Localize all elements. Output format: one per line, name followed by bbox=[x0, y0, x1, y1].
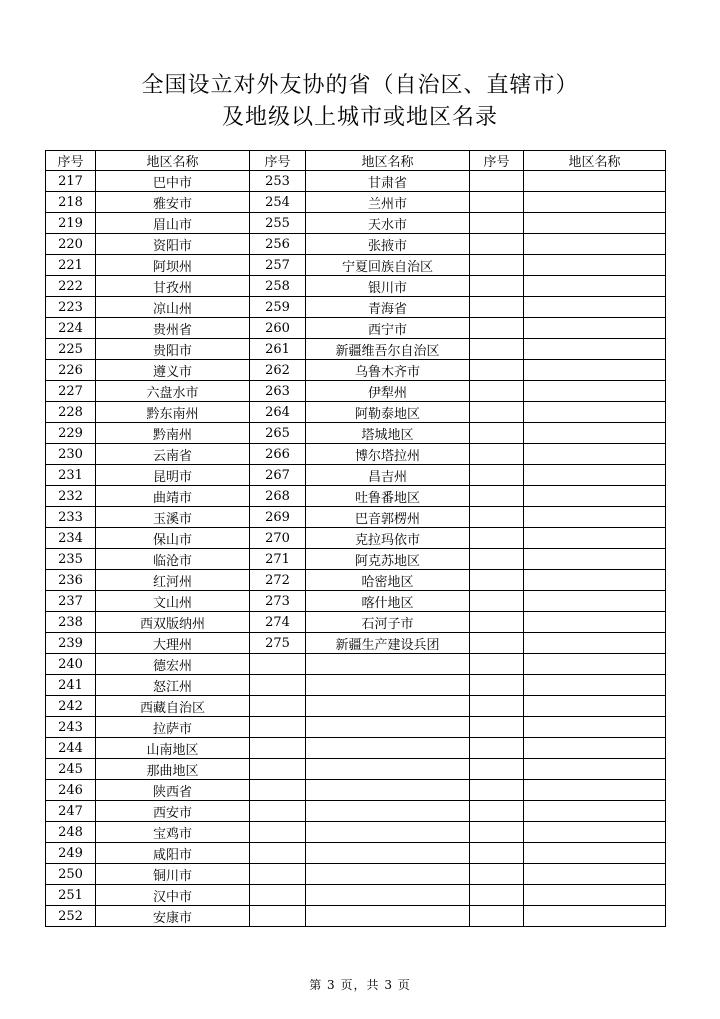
seq-cell: 241 bbox=[46, 675, 96, 696]
seq-cell: 250 bbox=[46, 864, 96, 885]
seq-cell: 217 bbox=[46, 171, 96, 192]
seq-cell: 243 bbox=[46, 717, 96, 738]
seq-cell: 273 bbox=[250, 591, 306, 612]
seq-cell: 240 bbox=[46, 654, 96, 675]
region-cell bbox=[524, 696, 666, 717]
table-row bbox=[46, 780, 666, 801]
region-cell: 山南地区 bbox=[96, 738, 250, 759]
region-cell bbox=[306, 843, 470, 864]
table-row bbox=[46, 234, 666, 255]
region-cell bbox=[524, 444, 666, 465]
seq-cell: 239 bbox=[46, 633, 96, 654]
seq-cell bbox=[470, 255, 524, 276]
region-cell: 吐鲁番地区 bbox=[306, 486, 470, 507]
seq-cell bbox=[470, 318, 524, 339]
seq-cell: 244 bbox=[46, 738, 96, 759]
region-cell: 贵阳市 bbox=[96, 339, 250, 360]
region-cell bbox=[524, 528, 666, 549]
seq-cell: 238 bbox=[46, 612, 96, 633]
seq-cell bbox=[470, 297, 524, 318]
seq-cell: 269 bbox=[250, 507, 306, 528]
region-cell: 六盘水市 bbox=[96, 381, 250, 402]
seq-cell: 263 bbox=[250, 381, 306, 402]
region-cell: 乌鲁木齐市 bbox=[306, 360, 470, 381]
table-row bbox=[46, 591, 666, 612]
seq-cell: 262 bbox=[250, 360, 306, 381]
region-table bbox=[45, 150, 666, 927]
seq-cell: 274 bbox=[250, 612, 306, 633]
seq-cell bbox=[470, 213, 524, 234]
seq-cell: 245 bbox=[46, 759, 96, 780]
seq-cell bbox=[250, 801, 306, 822]
table-row bbox=[46, 612, 666, 633]
region-cell bbox=[306, 675, 470, 696]
region-cell: 资阳市 bbox=[96, 234, 250, 255]
region-cell bbox=[524, 297, 666, 318]
table-row bbox=[46, 654, 666, 675]
seq-cell: 237 bbox=[46, 591, 96, 612]
seq-cell: 259 bbox=[250, 297, 306, 318]
region-cell: 石河子市 bbox=[306, 612, 470, 633]
seq-cell: 258 bbox=[250, 276, 306, 297]
seq-cell: 255 bbox=[250, 213, 306, 234]
region-cell: 陕西省 bbox=[96, 780, 250, 801]
seq-cell: 271 bbox=[250, 549, 306, 570]
region-cell bbox=[524, 675, 666, 696]
table-row bbox=[46, 549, 666, 570]
seq-cell bbox=[470, 528, 524, 549]
table-row bbox=[46, 381, 666, 402]
seq-cell bbox=[250, 864, 306, 885]
table-row bbox=[46, 885, 666, 906]
seq-cell: 270 bbox=[250, 528, 306, 549]
region-cell bbox=[524, 192, 666, 213]
region-cell bbox=[524, 591, 666, 612]
region-cell: 塔城地区 bbox=[306, 423, 470, 444]
region-cell bbox=[524, 843, 666, 864]
seq-cell: 218 bbox=[46, 192, 96, 213]
seq-cell bbox=[250, 759, 306, 780]
region-cell bbox=[524, 549, 666, 570]
region-cell: 新疆维吾尔自治区 bbox=[306, 339, 470, 360]
seq-cell bbox=[470, 885, 524, 906]
header-seq-3: 序号 bbox=[470, 151, 524, 171]
seq-cell: 251 bbox=[46, 885, 96, 906]
table-row bbox=[46, 444, 666, 465]
seq-cell: 265 bbox=[250, 423, 306, 444]
table-row bbox=[46, 486, 666, 507]
table-row bbox=[46, 297, 666, 318]
seq-cell bbox=[470, 906, 524, 927]
seq-cell bbox=[470, 402, 524, 423]
region-cell: 宁夏回族自治区 bbox=[306, 255, 470, 276]
region-cell: 张掖市 bbox=[306, 234, 470, 255]
seq-cell: 272 bbox=[250, 570, 306, 591]
seq-cell bbox=[470, 360, 524, 381]
seq-cell: 246 bbox=[46, 780, 96, 801]
seq-cell bbox=[470, 276, 524, 297]
seq-cell bbox=[250, 696, 306, 717]
region-cell bbox=[306, 885, 470, 906]
table-row bbox=[46, 822, 666, 843]
region-cell bbox=[306, 780, 470, 801]
region-cell bbox=[524, 213, 666, 234]
seq-cell bbox=[250, 885, 306, 906]
seq-cell bbox=[470, 486, 524, 507]
region-cell: 铜川市 bbox=[96, 864, 250, 885]
table-row bbox=[46, 759, 666, 780]
region-cell bbox=[306, 696, 470, 717]
seq-cell bbox=[250, 780, 306, 801]
region-cell bbox=[524, 423, 666, 444]
region-cell: 银川市 bbox=[306, 276, 470, 297]
region-cell: 天水市 bbox=[306, 213, 470, 234]
seq-cell bbox=[470, 675, 524, 696]
seq-cell: 275 bbox=[250, 633, 306, 654]
region-cell bbox=[524, 801, 666, 822]
region-cell: 博尔塔拉州 bbox=[306, 444, 470, 465]
seq-cell bbox=[250, 738, 306, 759]
seq-cell: 219 bbox=[46, 213, 96, 234]
header-seq-1: 序号 bbox=[46, 151, 96, 171]
region-cell: 新疆生产建设兵团 bbox=[306, 633, 470, 654]
table-row bbox=[46, 171, 666, 192]
region-cell: 西藏自治区 bbox=[96, 696, 250, 717]
region-cell: 巴中市 bbox=[96, 171, 250, 192]
seq-cell bbox=[470, 507, 524, 528]
region-cell bbox=[524, 402, 666, 423]
table-row bbox=[46, 633, 666, 654]
seq-cell: 256 bbox=[250, 234, 306, 255]
region-cell: 兰州市 bbox=[306, 192, 470, 213]
seq-cell: 222 bbox=[46, 276, 96, 297]
table-row bbox=[46, 255, 666, 276]
region-cell: 汉中市 bbox=[96, 885, 250, 906]
region-cell: 甘孜州 bbox=[96, 276, 250, 297]
region-cell: 甘肃省 bbox=[306, 171, 470, 192]
region-cell: 德宏州 bbox=[96, 654, 250, 675]
region-cell bbox=[524, 318, 666, 339]
table-row bbox=[46, 360, 666, 381]
seq-cell: 242 bbox=[46, 696, 96, 717]
table-row bbox=[46, 192, 666, 213]
region-cell: 昆明市 bbox=[96, 465, 250, 486]
region-cell: 咸阳市 bbox=[96, 843, 250, 864]
region-cell: 文山州 bbox=[96, 591, 250, 612]
seq-cell: 261 bbox=[250, 339, 306, 360]
table-row bbox=[46, 528, 666, 549]
region-cell bbox=[306, 801, 470, 822]
region-cell bbox=[524, 906, 666, 927]
header-region-2: 地区名称 bbox=[306, 151, 470, 171]
region-cell bbox=[524, 885, 666, 906]
table-row bbox=[46, 906, 666, 927]
table-row bbox=[46, 738, 666, 759]
region-cell: 巴音郭楞州 bbox=[306, 507, 470, 528]
page-footer: 第 3 页，共 3 页 bbox=[309, 978, 411, 992]
region-cell: 玉溪市 bbox=[96, 507, 250, 528]
region-cell bbox=[524, 234, 666, 255]
seq-cell bbox=[470, 822, 524, 843]
table-row bbox=[46, 423, 666, 444]
region-cell: 黔东南州 bbox=[96, 402, 250, 423]
table-header-row bbox=[46, 151, 666, 171]
seq-cell: 226 bbox=[46, 360, 96, 381]
region-cell bbox=[524, 864, 666, 885]
region-cell: 宝鸡市 bbox=[96, 822, 250, 843]
region-cell: 西宁市 bbox=[306, 318, 470, 339]
table-row bbox=[46, 570, 666, 591]
seq-cell bbox=[250, 822, 306, 843]
region-cell: 西安市 bbox=[96, 801, 250, 822]
table-row bbox=[46, 465, 666, 486]
seq-cell: 248 bbox=[46, 822, 96, 843]
region-cell bbox=[524, 381, 666, 402]
seq-cell: 235 bbox=[46, 549, 96, 570]
region-cell: 伊犁州 bbox=[306, 381, 470, 402]
region-cell: 昌吉州 bbox=[306, 465, 470, 486]
table-row bbox=[46, 864, 666, 885]
region-cell: 遵义市 bbox=[96, 360, 250, 381]
table-row bbox=[46, 801, 666, 822]
seq-cell: 260 bbox=[250, 318, 306, 339]
region-cell bbox=[306, 717, 470, 738]
header-region-3: 地区名称 bbox=[524, 151, 666, 171]
seq-cell: 267 bbox=[250, 465, 306, 486]
region-cell: 红河州 bbox=[96, 570, 250, 591]
region-cell: 阿勒泰地区 bbox=[306, 402, 470, 423]
seq-cell: 249 bbox=[46, 843, 96, 864]
table-row bbox=[46, 843, 666, 864]
seq-cell bbox=[250, 675, 306, 696]
seq-cell: 231 bbox=[46, 465, 96, 486]
seq-cell bbox=[470, 633, 524, 654]
region-cell bbox=[306, 759, 470, 780]
region-cell bbox=[524, 654, 666, 675]
region-cell bbox=[524, 465, 666, 486]
seq-cell: 227 bbox=[46, 381, 96, 402]
seq-cell bbox=[470, 444, 524, 465]
region-cell bbox=[524, 507, 666, 528]
region-cell: 临沧市 bbox=[96, 549, 250, 570]
seq-cell bbox=[470, 339, 524, 360]
header-seq-2: 序号 bbox=[250, 151, 306, 171]
region-cell: 阿坝州 bbox=[96, 255, 250, 276]
region-cell: 雅安市 bbox=[96, 192, 250, 213]
seq-cell bbox=[470, 570, 524, 591]
seq-cell bbox=[470, 381, 524, 402]
seq-cell bbox=[470, 423, 524, 444]
table-row bbox=[46, 696, 666, 717]
seq-cell: 230 bbox=[46, 444, 96, 465]
seq-cell: 247 bbox=[46, 801, 96, 822]
seq-cell bbox=[470, 759, 524, 780]
table-row bbox=[46, 717, 666, 738]
seq-cell: 252 bbox=[46, 906, 96, 927]
region-cell: 那曲地区 bbox=[96, 759, 250, 780]
region-cell: 眉山市 bbox=[96, 213, 250, 234]
seq-cell bbox=[470, 465, 524, 486]
region-cell bbox=[524, 780, 666, 801]
seq-cell bbox=[470, 801, 524, 822]
region-cell bbox=[524, 339, 666, 360]
region-cell bbox=[306, 654, 470, 675]
region-cell: 云南省 bbox=[96, 444, 250, 465]
region-cell: 凉山州 bbox=[96, 297, 250, 318]
seq-cell bbox=[470, 192, 524, 213]
region-cell: 安康市 bbox=[96, 906, 250, 927]
seq-cell bbox=[470, 738, 524, 759]
seq-cell bbox=[470, 780, 524, 801]
table-row bbox=[46, 276, 666, 297]
seq-cell: 234 bbox=[46, 528, 96, 549]
seq-cell bbox=[470, 843, 524, 864]
region-cell bbox=[524, 717, 666, 738]
region-cell bbox=[524, 171, 666, 192]
region-cell bbox=[524, 759, 666, 780]
region-cell bbox=[524, 486, 666, 507]
document-subtitle: 及地级以上城市或地区名录 bbox=[221, 105, 498, 130]
region-cell bbox=[306, 864, 470, 885]
document-title: 全国设立对外友协的省（自治区、直辖市） bbox=[141, 73, 579, 98]
region-cell: 西双版纳州 bbox=[96, 612, 250, 633]
region-cell bbox=[306, 738, 470, 759]
region-cell bbox=[524, 360, 666, 381]
seq-cell: 224 bbox=[46, 318, 96, 339]
seq-cell bbox=[250, 906, 306, 927]
region-cell: 曲靖市 bbox=[96, 486, 250, 507]
seq-cell bbox=[250, 654, 306, 675]
region-cell: 黔南州 bbox=[96, 423, 250, 444]
seq-cell: 254 bbox=[250, 192, 306, 213]
region-cell: 拉萨市 bbox=[96, 717, 250, 738]
region-cell: 青海省 bbox=[306, 297, 470, 318]
seq-cell: 266 bbox=[250, 444, 306, 465]
region-cell: 哈密地区 bbox=[306, 570, 470, 591]
seq-cell: 223 bbox=[46, 297, 96, 318]
seq-cell: 229 bbox=[46, 423, 96, 444]
region-cell: 保山市 bbox=[96, 528, 250, 549]
region-cell bbox=[524, 570, 666, 591]
seq-cell: 236 bbox=[46, 570, 96, 591]
seq-cell bbox=[250, 843, 306, 864]
seq-cell: 225 bbox=[46, 339, 96, 360]
table-row bbox=[46, 675, 666, 696]
seq-cell: 228 bbox=[46, 402, 96, 423]
seq-cell bbox=[470, 717, 524, 738]
region-cell bbox=[524, 612, 666, 633]
region-cell bbox=[524, 738, 666, 759]
seq-cell: 220 bbox=[46, 234, 96, 255]
seq-cell bbox=[470, 591, 524, 612]
table-row bbox=[46, 339, 666, 360]
region-cell bbox=[306, 906, 470, 927]
seq-cell bbox=[470, 696, 524, 717]
region-cell bbox=[524, 255, 666, 276]
region-cell: 贵州省 bbox=[96, 318, 250, 339]
seq-cell bbox=[470, 864, 524, 885]
seq-cell: 232 bbox=[46, 486, 96, 507]
region-cell bbox=[524, 822, 666, 843]
seq-cell: 253 bbox=[250, 171, 306, 192]
seq-cell bbox=[470, 654, 524, 675]
table-row bbox=[46, 507, 666, 528]
seq-cell: 221 bbox=[46, 255, 96, 276]
region-cell bbox=[524, 633, 666, 654]
table-row bbox=[46, 213, 666, 234]
seq-cell: 233 bbox=[46, 507, 96, 528]
region-cell bbox=[306, 822, 470, 843]
table-row bbox=[46, 318, 666, 339]
region-cell: 阿克苏地区 bbox=[306, 549, 470, 570]
seq-cell: 257 bbox=[250, 255, 306, 276]
seq-cell bbox=[470, 549, 524, 570]
seq-cell bbox=[470, 171, 524, 192]
region-cell: 克拉玛依市 bbox=[306, 528, 470, 549]
seq-cell bbox=[250, 717, 306, 738]
seq-cell bbox=[470, 234, 524, 255]
seq-cell: 264 bbox=[250, 402, 306, 423]
region-cell: 怒江州 bbox=[96, 675, 250, 696]
region-cell bbox=[524, 276, 666, 297]
seq-cell bbox=[470, 612, 524, 633]
header-region-1: 地区名称 bbox=[96, 151, 250, 171]
region-cell: 大理州 bbox=[96, 633, 250, 654]
table-row bbox=[46, 402, 666, 423]
seq-cell: 268 bbox=[250, 486, 306, 507]
region-cell: 喀什地区 bbox=[306, 591, 470, 612]
